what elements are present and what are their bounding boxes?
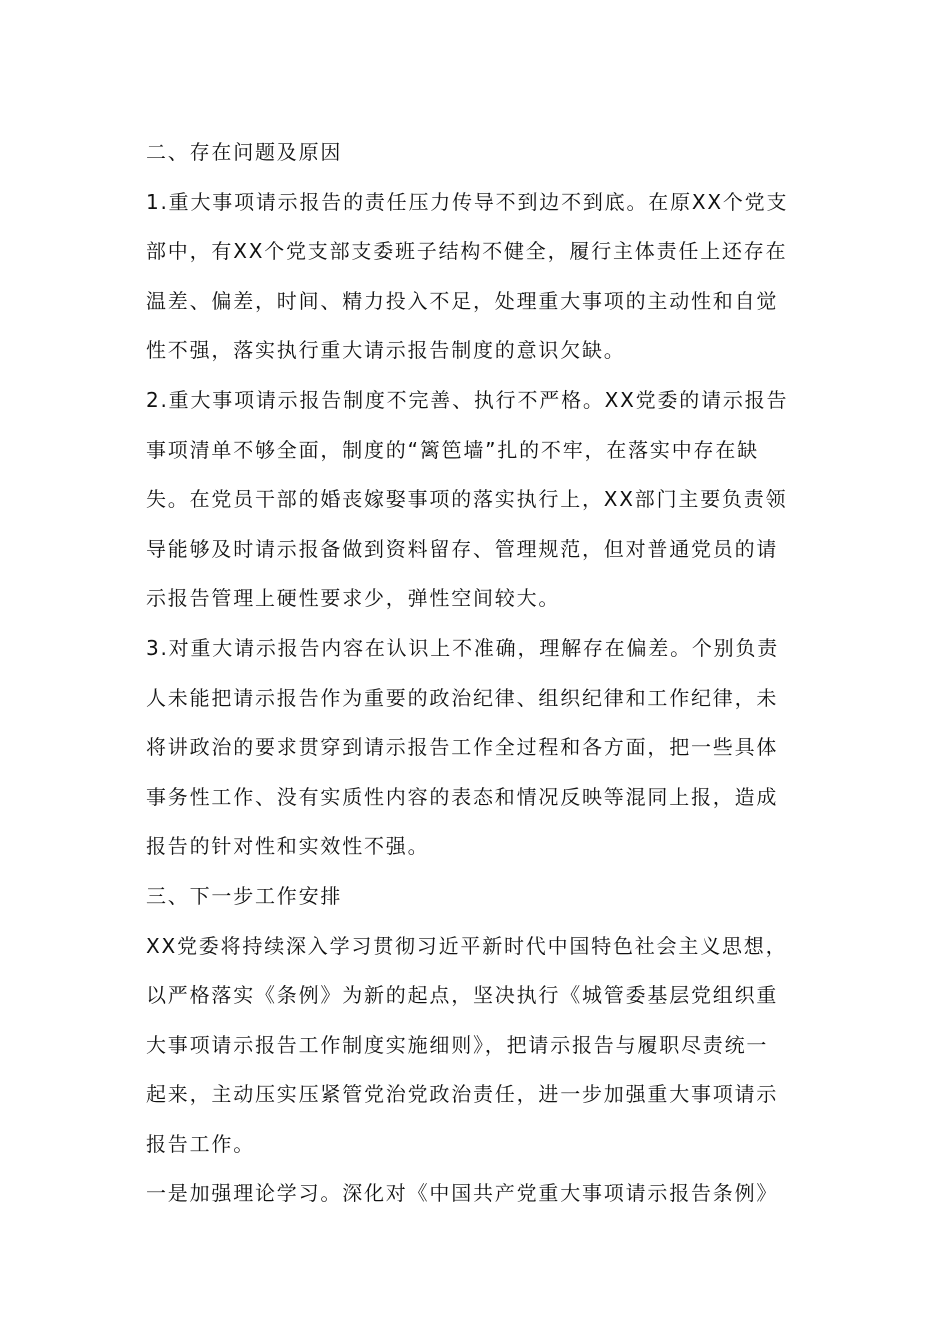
body-paragraph bbox=[146, 1169, 806, 1219]
text-line: 报告的针对性和实效性不强。 bbox=[146, 834, 430, 859]
text-line: 一是加强理论学习。深化对《中国共产党重大事项请示报告条例》 bbox=[146, 1181, 779, 1206]
text-line: 部中，有XX个党支部支委班子结构不健全，履行主体责任上还存在 bbox=[146, 239, 788, 264]
text-line: 事项清单不够全面，制度的“篱笆墙”扎的不牢，在落实中存在缺 bbox=[146, 437, 759, 462]
text-line: 导能够及时请示报备做到资料留存、管理规范，但对普通党员的请 bbox=[146, 536, 779, 561]
text-line: 事务性工作、没有实质性内容的表态和情况反映等混同上报，造成 bbox=[146, 784, 779, 809]
text-line: 三、下一步工作安排 bbox=[146, 883, 343, 908]
text-line: 失。在党员干部的婚丧嫁娶事项的落实执行上，XX部门主要负责领 bbox=[146, 487, 788, 512]
text-line: 起来，主动压实压紧管党治党政治责任，进一步加强重大事项请示 bbox=[146, 1082, 779, 1107]
document-body bbox=[146, 128, 806, 1219]
text-line: 将讲政治的要求贯穿到请示报告工作全过程和各方面，把一些具体 bbox=[146, 735, 779, 760]
text-line: 以严格落实《条例》为新的起点，坚决执行《城管委基层党组织重 bbox=[146, 983, 779, 1008]
section-heading bbox=[146, 128, 806, 178]
body-paragraph bbox=[146, 376, 806, 624]
text-line: 2.重大事项请示报告制度不完善、执行不严格。XX党委的请示报告 bbox=[146, 387, 789, 412]
text-line: 报告工作。 bbox=[146, 1131, 255, 1156]
text-line: 温差、偏差，时间、精力投入不足，处理重大事项的主动性和自觉 bbox=[146, 288, 779, 313]
text-line: 人未能把请示报告作为重要的政治纪律、组织纪律和工作纪律，未 bbox=[146, 685, 779, 710]
body-paragraph bbox=[146, 624, 806, 872]
section-heading bbox=[146, 872, 806, 922]
text-line: 性不强，落实执行重大请示报告制度的意识欠缺。 bbox=[146, 338, 626, 363]
text-line: 3.对重大请示报告内容在认识上不准确，理解存在偏差。个别负责 bbox=[146, 635, 780, 660]
text-line: 大事项请示报告工作制度实施细则》，把请示报告与履职尽责统一 bbox=[146, 1032, 769, 1057]
body-paragraph bbox=[146, 922, 806, 1170]
text-line: 二、存在问题及原因 bbox=[146, 140, 343, 164]
text-line: 1.重大事项请示报告的责任压力传导不到边不到底。在原XX个党支 bbox=[146, 189, 789, 214]
text-line: XX党委将持续深入学习贯彻习近平新时代中国特色社会主义思想， bbox=[146, 933, 788, 958]
text-line: 示报告管理上硬性要求少，弹性空间较大。 bbox=[146, 586, 561, 611]
body-paragraph bbox=[146, 178, 806, 376]
